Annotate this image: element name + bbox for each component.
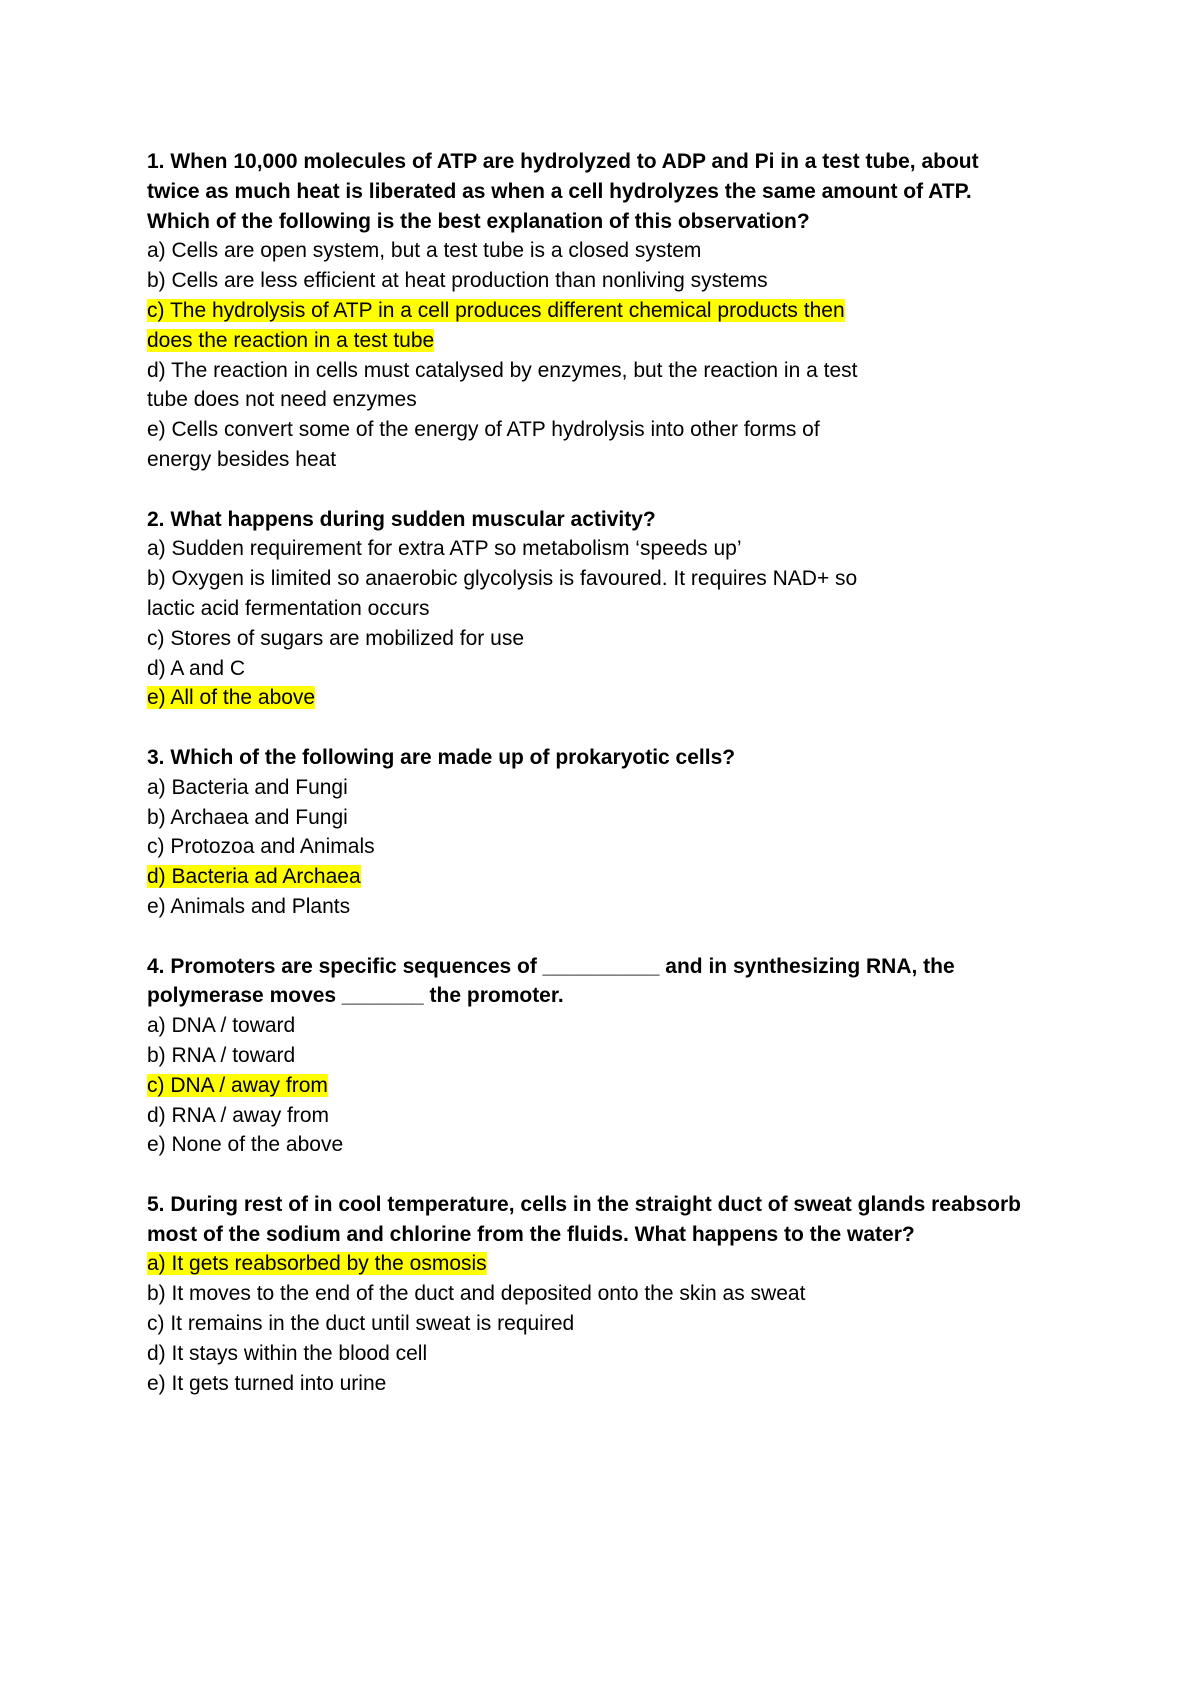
answer-option xyxy=(147,445,1047,475)
answer-option-text: a) DNA / toward xyxy=(147,1014,296,1038)
answer-option-text: a) It gets reabsorbed by the osmosis xyxy=(147,1252,487,1276)
answer-option xyxy=(147,534,1047,564)
answer-option xyxy=(147,1309,1047,1339)
question-list xyxy=(147,147,1047,1398)
answer-option xyxy=(147,236,1047,266)
question-text: 4. Promoters are specific sequences of __________ and in synthesizing RNA, the xyxy=(147,954,955,978)
answer-option-text: c) Protozoa and Animals xyxy=(147,835,375,859)
answer-option xyxy=(147,385,1047,415)
question-block xyxy=(147,505,1047,714)
question-block xyxy=(147,1190,1047,1399)
answer-option xyxy=(147,1011,1047,1041)
answer-option-text: c) It remains in the duct until sweat is required xyxy=(147,1312,575,1336)
answer-option xyxy=(147,415,1047,445)
question-spacer xyxy=(147,1160,1047,1190)
answer-option-highlighted xyxy=(147,1071,1047,1101)
answer-option-text: b) RNA / toward xyxy=(147,1043,296,1067)
answer-option-text: e) None of the above xyxy=(147,1133,344,1157)
answer-option xyxy=(147,1101,1047,1131)
question-spacer xyxy=(147,713,1047,743)
question-text: Which of the following is the best explanation of this observation? xyxy=(147,209,810,233)
answer-option-highlighted xyxy=(147,683,1047,713)
answer-option-text: c) Stores of sugars are mobilized for use xyxy=(147,626,524,650)
answer-option-text: e) Animals and Plants xyxy=(147,894,351,918)
answer-option-text: b) Archaea and Fungi xyxy=(147,805,348,829)
answer-option-highlighted xyxy=(147,296,1047,326)
question-text: 2. What happens during sudden muscular activity? xyxy=(147,507,656,531)
answer-option xyxy=(147,624,1047,654)
answer-option xyxy=(147,594,1047,624)
answer-option-text: b) It moves to the end of the duct and deposited onto the skin as sweat xyxy=(147,1282,806,1306)
answer-option-text: d) The reaction in cells must catalysed by enzymes, but the reaction in a test xyxy=(147,358,858,382)
answer-option xyxy=(147,1339,1047,1369)
question-text: 5. During rest of in cool temperature, cells in the straight duct of sweat glands reabsorb xyxy=(147,1192,1022,1216)
answer-option-text: b) Oxygen is limited so anaerobic glycolysis is favoured. It requires NAD+ so xyxy=(147,567,858,591)
answer-option-highlighted xyxy=(147,1249,1047,1279)
answer-option-text: d) It stays within the blood cell xyxy=(147,1341,428,1365)
answer-option xyxy=(147,892,1047,922)
answer-option-text: tube does not need enzymes xyxy=(147,388,417,412)
question-spacer xyxy=(147,475,1047,505)
answer-option-text: d) RNA / away from xyxy=(147,1103,330,1127)
answer-option xyxy=(147,803,1047,833)
answer-option-text: e) Cells convert some of the energy of ATP hydrolysis into other forms of xyxy=(147,418,820,442)
question-text: 1. When 10,000 molecules of ATP are hydrolyzed to ADP and Pi in a test tube, about xyxy=(147,150,979,173)
answer-option-text: does the reaction in a test tube xyxy=(147,328,435,352)
answer-option xyxy=(147,773,1047,803)
answer-option-text: c) DNA / away from xyxy=(147,1073,328,1097)
answer-option xyxy=(147,1041,1047,1071)
answer-option xyxy=(147,564,1047,594)
answer-option xyxy=(147,654,1047,684)
answer-option-text: lactic acid fermentation occurs xyxy=(147,596,430,620)
answer-option-text: a) Bacteria and Fungi xyxy=(147,775,348,799)
question-text: 3. Which of the following are made up of prokaryotic cells? xyxy=(147,745,736,769)
question-text: twice as much heat is liberated as when a cell hydrolyzes the same amount of ATP. xyxy=(147,179,972,203)
answer-option xyxy=(147,356,1047,386)
answer-option-highlighted xyxy=(147,862,1047,892)
question-text: most of the sodium and chlorine from the fluids. What happens to the water? xyxy=(147,1222,915,1246)
answer-option-highlighted xyxy=(147,326,1047,356)
answer-option-text: e) It gets turned into urine xyxy=(147,1371,387,1395)
question-spacer xyxy=(147,922,1047,952)
answer-option-text: e) All of the above xyxy=(147,686,316,710)
answer-option-text: b) Cells are less efficient at heat production than nonliving systems xyxy=(147,269,768,293)
answer-option-text: d) A and C xyxy=(147,656,246,680)
question-text: polymerase moves _______ the promoter. xyxy=(147,984,564,1008)
question-block xyxy=(147,743,1047,922)
answer-option xyxy=(147,266,1047,296)
answer-option-text: a) Sudden requirement for extra ATP so metabolism ‘speeds up’ xyxy=(147,537,742,561)
answer-option xyxy=(147,1130,1047,1160)
answer-option xyxy=(147,832,1047,862)
answer-option-text: c) The hydrolysis of ATP in a cell produces different chemical products then xyxy=(147,298,845,322)
question-block xyxy=(147,952,1047,1161)
answer-option xyxy=(147,1279,1047,1309)
answer-option xyxy=(147,1369,1047,1399)
question-block xyxy=(147,147,1047,475)
answer-option-text: d) Bacteria ad Archaea xyxy=(147,865,361,889)
answer-option-text: a) Cells are open system, but a test tube is a closed system xyxy=(147,239,702,263)
answer-option-text: energy besides heat xyxy=(147,447,337,471)
